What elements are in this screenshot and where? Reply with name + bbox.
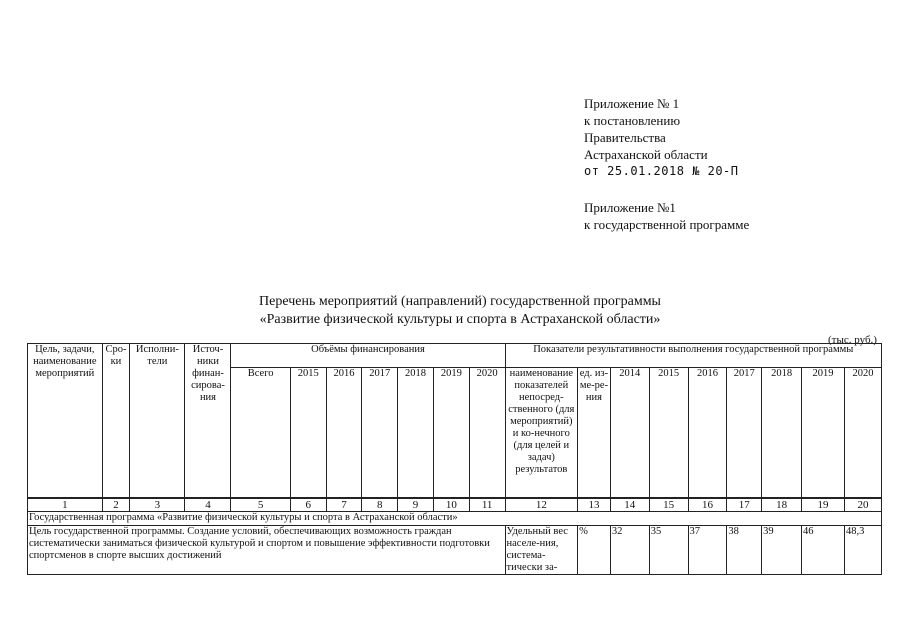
header-fin-year: 2015: [290, 368, 326, 498]
header-ind-year: 2020: [844, 368, 881, 498]
goal-value: 46: [802, 525, 845, 574]
appendix-line: к постановлению: [584, 113, 681, 128]
header-fin-year: 2018: [398, 368, 434, 498]
header-ind-year: 2015: [649, 368, 688, 498]
column-number: 20: [844, 498, 881, 512]
header-fin-year: 2019: [433, 368, 469, 498]
header-executors: Исполни-тели: [130, 344, 185, 498]
header-fin-year: 2020: [469, 368, 505, 498]
goal-value: 37: [688, 525, 727, 574]
column-number: 7: [326, 498, 362, 512]
column-number: 1: [28, 498, 103, 512]
appendix-program: [584, 199, 749, 233]
goal-value: 39: [762, 525, 802, 574]
column-number: 16: [688, 498, 727, 512]
document-title: [200, 293, 720, 329]
header-fin-year: 2016: [326, 368, 362, 498]
program-row: Государственная программа «Развитие физической культуры и спорта в Астраханской области»: [28, 511, 882, 525]
column-number: 14: [610, 498, 649, 512]
title-line: Перечень мероприятий (направлений) государственной программы: [259, 294, 661, 309]
header-indicators: Показатели результативности выполнения государственной программы: [505, 344, 881, 368]
header-ind-year: 2019: [802, 368, 845, 498]
column-number: 19: [802, 498, 845, 512]
goal-value: 35: [649, 525, 688, 574]
header-unit-measure: ед. из-ме-ре-ния: [578, 368, 611, 498]
appendix-line: Правительства: [584, 130, 666, 145]
column-number: 5: [231, 498, 290, 512]
header-terms: Сро-ки: [102, 344, 130, 498]
goal-value: 38: [727, 525, 762, 574]
header-fin-year: 2017: [362, 368, 398, 498]
column-number: 3: [130, 498, 185, 512]
column-number: 15: [649, 498, 688, 512]
goal-indicator: Удельный вес населе-ния, система-тически за-: [505, 525, 578, 574]
header-goal: Цель, задачи, наименование мероприятий: [28, 344, 103, 498]
header-ind-year: 2014: [610, 368, 649, 498]
goal-value: 32: [610, 525, 649, 574]
column-number: 4: [185, 498, 231, 512]
column-number: 12: [505, 498, 578, 512]
header-ind-year: 2018: [762, 368, 802, 498]
goal-unit: %: [578, 525, 611, 574]
header-sources: Источ-ники финан-сирова-ния: [185, 344, 231, 498]
column-number: 13: [578, 498, 611, 512]
appendix-line: к государственной программе: [584, 217, 750, 232]
header-ind-year: 2016: [688, 368, 727, 498]
column-number: 17: [727, 498, 762, 512]
unit-label: (тыс. руб.): [828, 334, 877, 346]
column-number: 18: [762, 498, 802, 512]
column-number: 9: [398, 498, 434, 512]
goal-text: Цель государственной программы. Создание условий, обеспечивающих возможность граждан систематически заниматься физической культурой и спортом и повышение эффективности подготовки спортсменов в спорте высших достижений: [28, 525, 506, 574]
column-number: 11: [469, 498, 505, 512]
header-financing: Объёмы финансирования: [231, 344, 505, 368]
column-number: 10: [433, 498, 469, 512]
header-ind-year: 2017: [727, 368, 762, 498]
column-number: 8: [362, 498, 398, 512]
column-number: 2: [102, 498, 130, 512]
appendix-line: Приложение №1: [584, 200, 676, 215]
appendix-date-number: от 25.01.2018 № 20-П: [584, 164, 739, 178]
column-number: 6: [290, 498, 326, 512]
appendix-line: Астраханской области: [584, 147, 708, 162]
header-total: Всего: [231, 368, 290, 498]
measures-table: [27, 343, 882, 575]
appendix-line: Приложение № 1: [584, 96, 680, 111]
goal-value: 48,3: [844, 525, 881, 574]
appendix-resolution: [584, 95, 739, 180]
title-line: «Развитие физической культуры и спорта в Астраханской области»: [259, 312, 661, 327]
header-indicator-name: наименование показателей непосред-ственного (для мероприятий) и ко-нечного (для целей и задач) результатов: [505, 368, 578, 498]
